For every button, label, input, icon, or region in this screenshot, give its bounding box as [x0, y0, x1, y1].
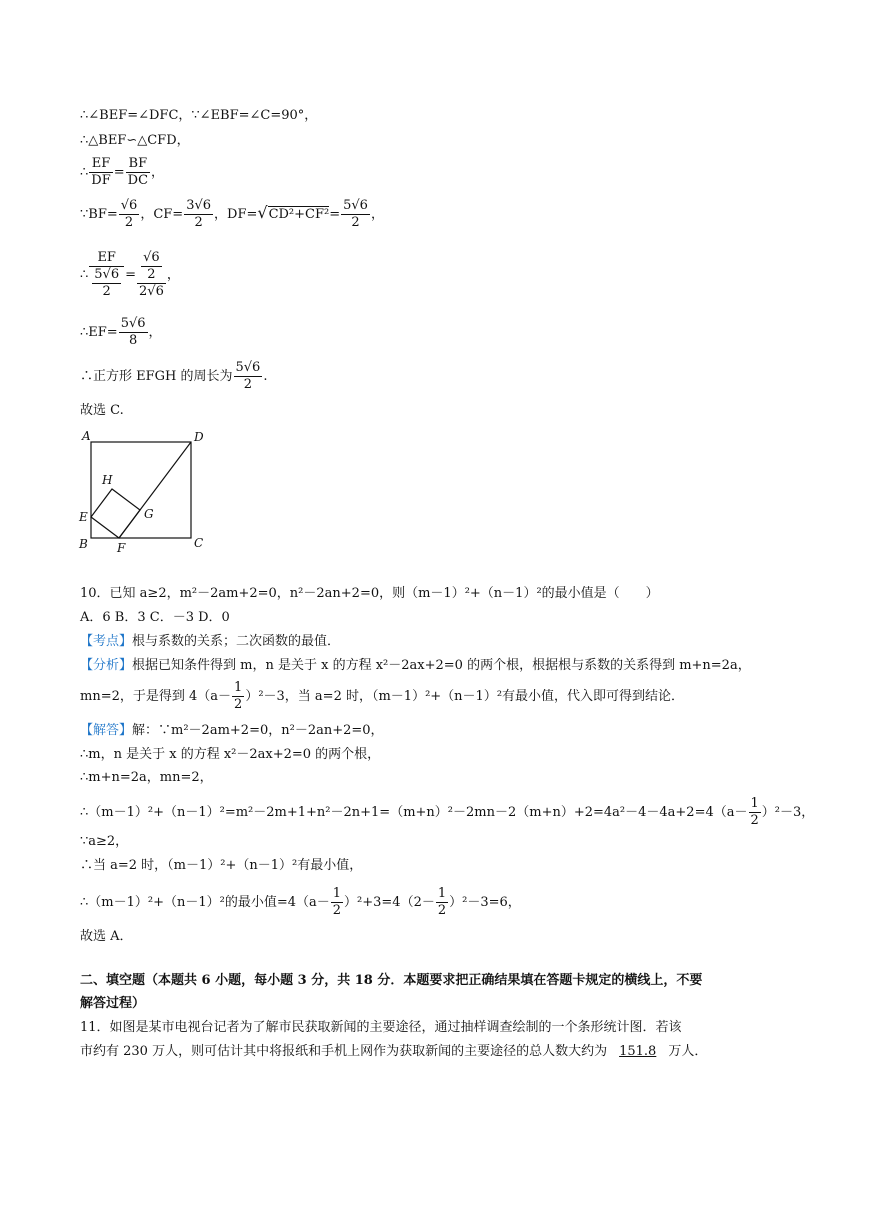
- perimeter-label: ∴正方形 EFGH 的周长为: [80, 369, 233, 384]
- section2-heading-line2: 解答过程）: [80, 996, 146, 1011]
- fraction-one-half: [749, 796, 761, 829]
- numerator: 3√6: [186, 198, 212, 213]
- fraction-bf-dc: [126, 156, 150, 189]
- geometry-figure: [76, 428, 216, 558]
- denominator: 2: [102, 284, 111, 299]
- comma: ，: [370, 207, 384, 222]
- equals-sign: =: [113, 165, 125, 180]
- jieda-text-b: ）²－3，: [761, 805, 815, 820]
- problem10-options: A．6 B．3 C．－3 D．0: [80, 610, 230, 625]
- numerator: 1: [332, 886, 342, 901]
- denominator: DF: [91, 173, 111, 188]
- equals-sign: =: [329, 207, 341, 222]
- numerator: 5√6: [120, 316, 146, 331]
- sol9-line5: [80, 250, 180, 300]
- numerator: √6: [120, 198, 138, 213]
- jieda-tag: 【解答】: [80, 723, 133, 738]
- fenxi-line2: [80, 680, 684, 713]
- fraction-ef-df: [89, 156, 112, 189]
- fenxi-text-b: ）²－3，当 a=2 时，（m－1）²+（n－1）²有最小值，代入即可得到结论．: [245, 689, 685, 704]
- label-h: H: [102, 473, 113, 487]
- label-c: C: [194, 536, 204, 550]
- inner-fraction: [141, 250, 162, 283]
- numerator: 5√6: [235, 360, 261, 375]
- fraction-perimeter: [234, 360, 263, 393]
- numerator: EF: [89, 156, 112, 173]
- comma: ，: [166, 267, 180, 283]
- numerator: 1: [234, 680, 243, 695]
- fraction-one-half: [436, 886, 448, 919]
- fenxi-line1: [80, 657, 751, 675]
- bf-label: ∵BF=: [80, 207, 118, 222]
- sol9-line6: [80, 316, 162, 349]
- ef-label: ∴EF=: [80, 325, 118, 340]
- label-f: F: [117, 541, 126, 555]
- period: .: [263, 369, 268, 384]
- therefore-symbol: ∴: [80, 165, 89, 180]
- denominator: 2: [194, 215, 203, 230]
- fraction-one-half: [331, 886, 343, 919]
- numerator: 1: [437, 886, 447, 901]
- sol9-line2: ∴△BEF∽△CFD，: [80, 133, 190, 148]
- numerator: 5√6: [94, 267, 120, 282]
- complex-fraction-left: [89, 250, 124, 300]
- label-g: G: [144, 507, 154, 521]
- jieda-line3: ∴m+n=2a，mn=2，: [80, 770, 213, 785]
- denominator: 2: [243, 377, 253, 392]
- jieda-text-b: ）²+3=4（2－: [344, 895, 435, 910]
- jieda-text-a: ∴（m－1）²+（n－1）²的最小值=4（a－: [80, 895, 330, 910]
- jieda-text: 解：∵m²－2am+2=0，n²－2an+2=0，: [132, 723, 384, 738]
- problem10-stem: 10．已知 a≥2，m²－2am+2=0，n²－2an+2=0，则（m－1）²+（n－1）²的最小值是（ ）: [80, 586, 659, 601]
- comma: ，: [151, 165, 165, 180]
- problem11-text-b: 万人．: [668, 1044, 708, 1059]
- cf-label: ，CF=: [140, 207, 184, 222]
- radical-sign: √: [257, 203, 268, 222]
- problem11-line1: 11．如图是某市电视台记者为了解市民获取新闻的主要途径，通过抽样调查绘制的一个条形统计图．若该: [80, 1020, 682, 1035]
- kaodian-text: 根与系数的关系；二次函数的最值．: [132, 634, 341, 649]
- sol9-line4: [80, 198, 384, 231]
- jieda-line7: [80, 886, 521, 919]
- denominator: 2: [234, 697, 243, 712]
- denominator: 8: [128, 333, 138, 348]
- fraction-bf-value: [119, 198, 140, 231]
- answer-blank: 151.8: [619, 1044, 657, 1059]
- numerator: EF: [89, 250, 124, 267]
- fraction-one-half: [232, 680, 244, 713]
- fenxi-text-a: mn=2，于是得到 4（a－: [80, 689, 232, 704]
- fenxi-text: 根据已知条件得到 m，n 是关于 x 的方程 x²－2ax+2=0 的两个根，根据根与系数的关系得到 m+n=2a，: [132, 658, 751, 673]
- sol9-choice: 故选 C.: [80, 403, 124, 418]
- kaodian-line: [80, 633, 340, 651]
- denominator: 2: [332, 903, 342, 918]
- problem11-text-a: 市约有 230 万人，则可估计其中将报纸和手机上网作为获取新闻的主要途径的总人数大约为: [80, 1044, 608, 1059]
- complex-fraction-right: [137, 250, 166, 300]
- label-b: B: [79, 537, 88, 551]
- comma: ，: [148, 325, 162, 340]
- sol9-line1: ∴∠BEF=∠DFC，∵∠EBF=∠C=90°，: [80, 108, 318, 123]
- fraction-df-value: [341, 198, 370, 231]
- jieda-line1: [80, 722, 384, 740]
- numerator: √6: [143, 250, 160, 265]
- jieda-line4: [80, 796, 814, 829]
- numerator: 1: [750, 796, 759, 811]
- section2-heading-line1: 二、填空题（本题共 6 小题，每小题 3 分，共 18 分．本题要求把正确结果填在答题卡规定的横线上，不要: [80, 973, 703, 988]
- jieda-text-a: ∴（m－1）²+（n－1）²=m²－2m+1+n²－2n+1=（m+n）²－2mn－2（m+n）+2=4a²－4－4a+2=4（a－: [80, 805, 748, 820]
- fraction-ef-value: [119, 316, 148, 349]
- denominator: 2: [750, 813, 759, 828]
- numerator: 5√6: [343, 198, 368, 213]
- jieda-line5: ∵a≥2，: [80, 834, 129, 849]
- denominator: [89, 267, 124, 300]
- fenxi-tag: 【分析】: [80, 658, 133, 673]
- denominator: 2: [437, 903, 447, 918]
- problem11-line2: [80, 1043, 707, 1061]
- numerator: BF: [126, 156, 150, 173]
- radicand-cd-cf: CD²+CF²: [268, 207, 330, 222]
- label-a: A: [82, 429, 91, 443]
- label-d: D: [194, 430, 204, 444]
- rectangle-abcd: [91, 442, 191, 538]
- denominator: DC: [127, 173, 149, 188]
- jieda-line6: ∴当 a=2 时，（m－1）²+（n－1）²有最小值，: [80, 858, 363, 873]
- problem10-choice: 故选 A．: [80, 929, 133, 944]
- denominator: 2: [124, 215, 134, 230]
- denominator: 2√6: [139, 284, 164, 299]
- inner-fraction: [92, 267, 121, 300]
- equals-sign: =: [125, 267, 137, 283]
- numerator: [137, 250, 166, 284]
- df-label: ，DF=: [214, 207, 258, 222]
- denominator: 2: [147, 267, 156, 282]
- sol9-line3: [80, 156, 164, 189]
- therefore-symbol: ∴: [80, 267, 89, 283]
- label-e: E: [79, 510, 88, 524]
- sol9-line7: [80, 360, 267, 393]
- jieda-line2: ∴m，n 是关于 x 的方程 x²－2ax+2=0 的两个根，: [80, 747, 381, 762]
- denominator: 2: [351, 215, 360, 230]
- kaodian-tag: 【考点】: [80, 634, 133, 649]
- square-efgh: [91, 489, 140, 538]
- fraction-cf-value: [184, 198, 213, 231]
- jieda-text-c: ）²－3=6，: [449, 895, 521, 910]
